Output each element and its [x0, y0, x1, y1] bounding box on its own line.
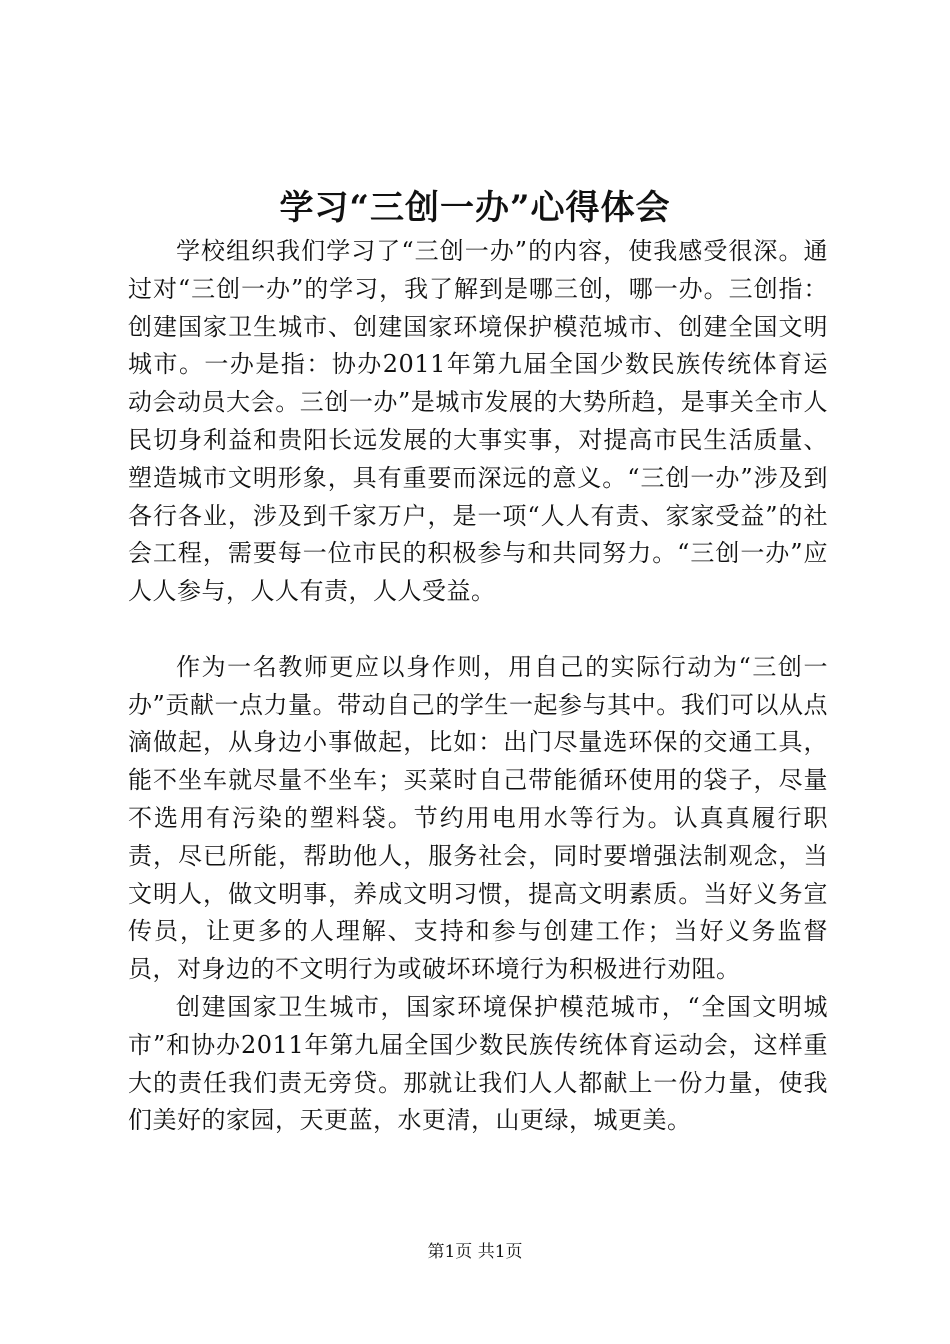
paragraph-3: 创建国家卫生城市，国家环境保护模范城市，“全国文明城市”和协办2011年第九届全国少数民族传统体育运动会，这样重大的责任我们责无旁贷。那就让我们人人都献上一份力量，使我们美好的家园，天更蓝，水更清，山更绿，城更美。: [128, 992, 828, 1135]
document-body: [128, 233, 828, 1140]
paragraph-spacer: [128, 611, 828, 649]
paragraph-2: 作为一名教师更应以身作则，用自己的实际行动为“三创一办”贡献一点力量。带动自己的学生一起参与其中。我们可以从点滴做起，从身边小事做起，比如：出门尽量选环保的交通工具，能不坐车就尽量不坐车；买菜时自己带能循环使用的袋子，尽量不选用有污染的塑料袋。节约用电用水等行为。认真真履行职责，尽已所能，帮助他人，服务社会，同时要增强法制观念，当文明人，做文明事，养成文明习惯，提高文明素质。当好义务宣传员，让更多的人理解、支持和参与创建工作；当好义务监督员，对身边的不文明行为或破坏环境行为积极进行劝阻。: [128, 652, 828, 984]
paragraph-1: 学校组织我们学习了“三创一办”的内容，使我感受很深。通过对“三创一办”的学习，我了解到是哪三创，哪一办。三创指：创建国家卫生城市、创建国家环境保护模范城市、创建全国文明城市。一办是指：协办2011年第九届全国少数民族传统体育运动会动员大会。三创一办”是城市发展的大势所趋，是事关全市人民切身利益和贵阳长远发展的大事实事，对提高市民生活质量、塑造城市文明形象，具有重要而深远的意义。“三创一办”涉及到各行各业，涉及到千家万户，是一项“人人有责、家家受益”的社会工程，需要每一位市民的积极参与和共同努力。“三创一办”应人人参与，人人有责，人人受益。: [128, 237, 828, 606]
document-title: 学习“三创一办”心得体会: [279, 188, 671, 228]
page-number-footer: 第1页 共1页: [427, 1242, 523, 1262]
